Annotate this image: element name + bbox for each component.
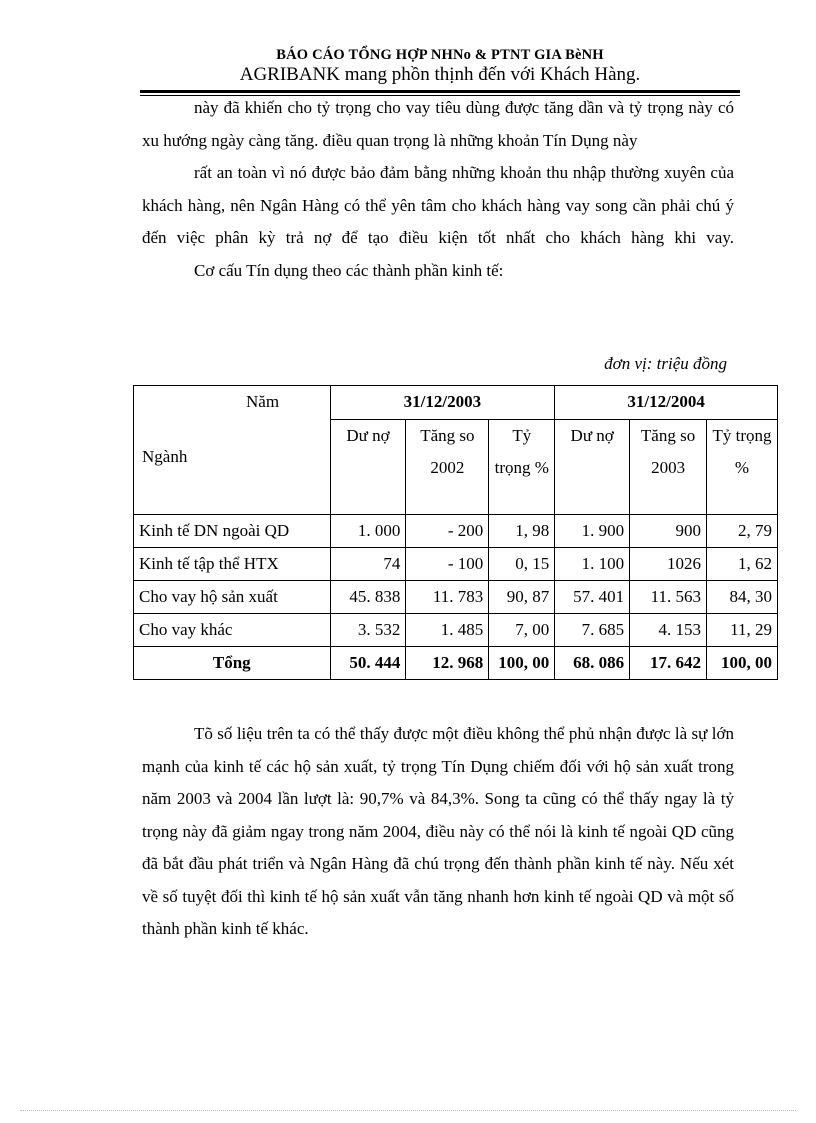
credit-structure-table [133, 385, 778, 680]
year-2003-header: 31/12/2003 [330, 386, 555, 420]
footer-divider [20, 1110, 796, 1111]
col-growth-2004: Tăng so 2003 [630, 420, 707, 515]
share-2003: 1, 98 [489, 515, 555, 548]
corner-sector-label: Ngành [142, 447, 188, 466]
conclusion-text [142, 718, 734, 946]
balance-2003: 74 [330, 548, 406, 581]
growth-2003: 11. 783 [406, 581, 489, 614]
total-growth-2004: 17. 642 [630, 647, 707, 680]
total-share-2004: 100, 00 [707, 647, 778, 680]
growth-2003: - 100 [406, 548, 489, 581]
sector-name: Cho vay khác [134, 614, 331, 647]
balance-2003: 1. 000 [330, 515, 406, 548]
growth-2004: 900 [630, 515, 707, 548]
total-label: Tổng [134, 647, 331, 680]
table-row [134, 614, 778, 647]
intro-text [142, 92, 734, 287]
balance-2003: 45. 838 [330, 581, 406, 614]
share-2004: 11, 29 [707, 614, 778, 647]
table-total-row [134, 647, 778, 680]
balance-2004: 1. 900 [555, 515, 630, 548]
share-2004: 84, 30 [707, 581, 778, 614]
growth-2003: - 200 [406, 515, 489, 548]
share-2003: 90, 87 [489, 581, 555, 614]
table-row [134, 515, 778, 548]
balance-2003: 3. 532 [330, 614, 406, 647]
balance-2004: 1. 100 [555, 548, 630, 581]
col-share-2003: Tỷ trọng % [489, 420, 555, 515]
balance-2004: 7. 685 [555, 614, 630, 647]
share-2003: 0, 15 [489, 548, 555, 581]
total-balance-2003: 50. 444 [330, 647, 406, 680]
share-2003: 7, 00 [489, 614, 555, 647]
table-header-row [134, 386, 778, 420]
sector-name: Kinh tế DN ngoài QD [134, 515, 331, 548]
corner-cell [134, 386, 331, 515]
total-balance-2004: 68. 086 [555, 647, 630, 680]
conclusion-paragraph: Tõ số liệu trên ta có thể thấy được một điều không thể phủ nhận được là sự lớn mạnh của kinh tế các hộ sản xuất, tỷ trọng Tín Dụng chiếm đối với hộ sản xuất trong năm 2003 và 2004 lần lượt là: 90,7% và 84,3%. Song ta cũng có thể thấy ngay là tỷ trọng này đã giảm ngay trong năm 2004, điều này có thể nói là kinh tế ngoài QD cũng đã bắt đầu phát triển và Ngân Hàng đã chú trọng đến thành phần kinh tế này. Nếu xét về số tuyệt đối thì kinh tế hộ sản xuất vẫn tăng nhanh hơn kinh tế ngoài QD và một số thành phần kinh tế khác. [142, 724, 734, 938]
section-heading: Cơ cấu Tín dụng theo các thành phần kinh tế: [194, 260, 504, 280]
intro-paragraph: rất an toàn vì nó được bảo đảm bằng những khoản thu nhập thường xuyên của khách hàng, nên Ngân Hàng có thể yên tâm cho khách hàng vay song cần phải chú ý đến việc phân kỳ trả nợ để tạo điều kiện tốt nhất cho khách hàng khi vay. [142, 163, 734, 247]
share-2004: 2, 79 [707, 515, 778, 548]
bank-slogan: AGRIBANK mang phồn thịnh đến với Khách Hàng. [239, 64, 641, 85]
unit-label: đơn vị: triệu đồng [604, 354, 727, 373]
col-balance-2003: Dư nợ [330, 420, 406, 515]
growth-2004: 4. 153 [630, 614, 707, 647]
growth-2004: 1026 [630, 548, 707, 581]
sector-name: Cho vay hộ sản xuất [134, 581, 331, 614]
total-growth-2003: 12. 968 [406, 647, 489, 680]
growth-2004: 11. 563 [630, 581, 707, 614]
corner-year-label: Năm [246, 392, 280, 411]
table-row [134, 581, 778, 614]
intro-line: này đã khiến cho tỷ trọng cho vay tiêu dùng được tăng dần và tỷ trọng này có xu hướng ngày càng tăng. điều quan trọng là những khoản Tín Dụng này [142, 98, 734, 150]
year-2004-header: 31/12/2004 [555, 386, 778, 420]
report-title: BÁO CÁO TỔNG HỢP NHNo & PTNT GIA BèNH [276, 47, 604, 63]
total-share-2003: 100, 00 [489, 647, 555, 680]
growth-2003: 1. 485 [406, 614, 489, 647]
page-header [140, 46, 740, 86]
col-growth-2003: Tăng so 2002 [406, 420, 489, 515]
table-row [134, 548, 778, 581]
share-2004: 1, 62 [707, 548, 778, 581]
col-share-2004: Tỷ trọng % [707, 420, 778, 515]
col-balance-2004: Dư nợ [555, 420, 630, 515]
sector-name: Kinh tế tập thể HTX [134, 548, 331, 581]
balance-2004: 57. 401 [555, 581, 630, 614]
